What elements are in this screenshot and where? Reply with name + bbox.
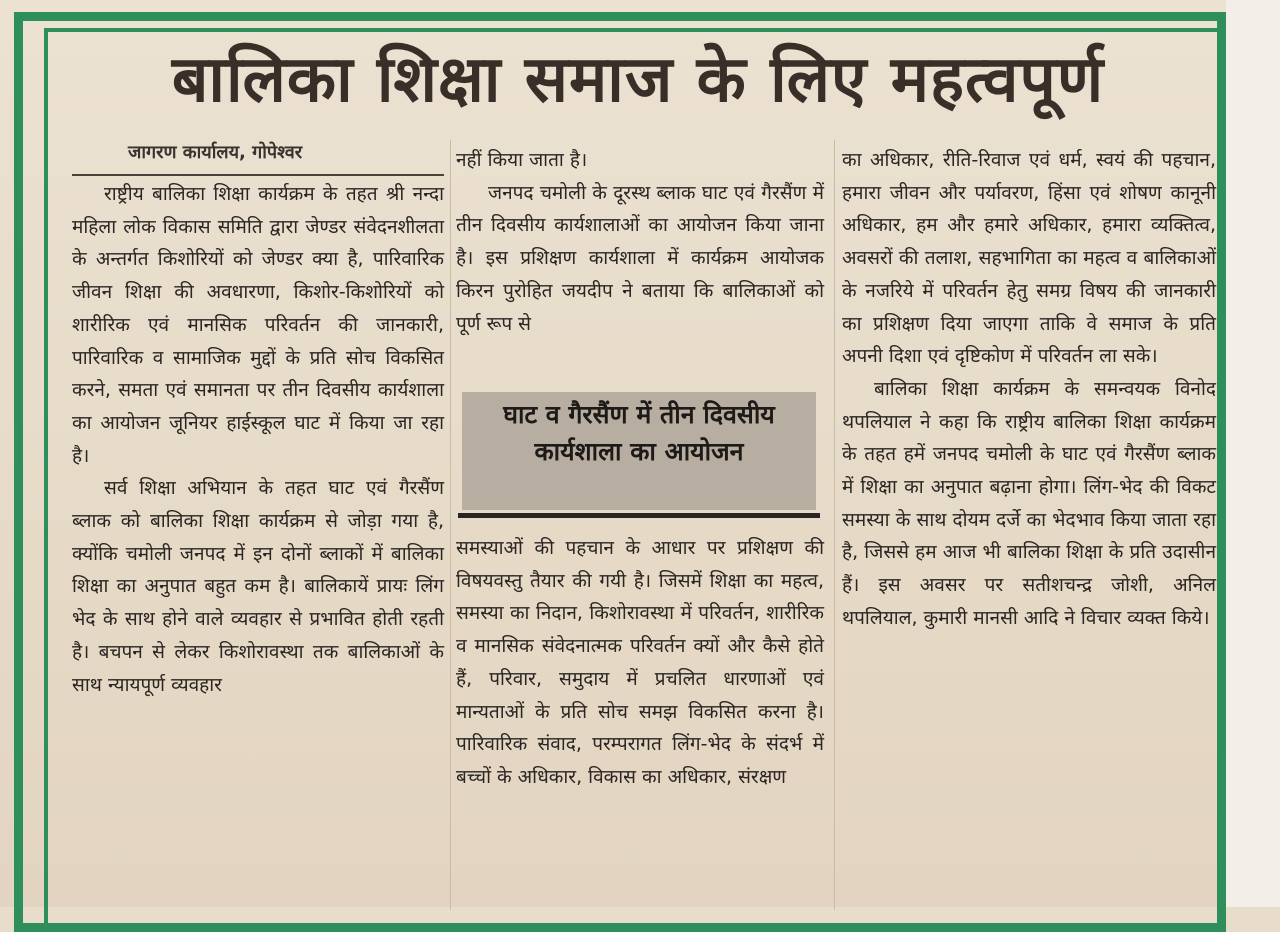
subheading-box: घाट व गैरसैंण में तीन दिवसीय कार्यशाला का आयोजन [462,392,816,510]
article-paragraph: जनपद चमोली के दूरस्थ ब्लाक घाट एवं गैरसैंण में तीन दिवसीय कार्यशालाओं का आयोजन किया जाना है। इस प्रशिक्षण कार्यशाला में कार्यक्रम आयोजक किरन पुरोहित जयदीप ने बताया कि बालिकाओं को पूर्ण रूप से [456,181,824,335]
article-column-2-top [456,144,824,340]
article-headline: बालिका शिक्षा समाज के लिए महत्वपूर्ण [171,42,1105,117]
article-column-1 [72,178,444,701]
scan-margin [1226,0,1280,907]
article-column-2-bottom [456,532,824,794]
article-paragraph: बालिका शिक्षा कार्यक्रम के समन्वयक विनोद थपलियाल ने कहा कि राष्ट्रीय बालिका शिक्षा कार्यक्रम के तहत हमें जनपद चमोली के घाट एवं गैरसैंण ब्लाक में शिक्षा का अनुपात बढ़ाना होगा। लिंग-भेद की विकट समस्या के साथ दोयम दर्जे का भेदभाव किया जाता रहा है, जिससे हम आज भी बालिका शिक्षा के प्रति उदासीन हैं। इस अवसर पर सतीशचन्द्र जोशी, अनिल थपलियाल, कुमारी मानसी आदि ने विचार व्यक्त किये। [842,377,1216,629]
column-divider [450,140,451,910]
article-paragraph: समस्याओं की पहचान के आधार पर प्रशिक्षण की विषयवस्तु तैयार की गयी है। जिसमें शिक्षा का महत्व, समस्या का निदान, किशोरावस्था में परिवर्तन, शारीरिक व मानसिक संवेदनात्मक परिवर्तन क्यों और कैसे होते हैं, परिवार, समुदाय में प्रचलित धारणाओं एवं मान्यताओं के प्रति सोच समझ विकसित करना है। पारिवारिक संवाद, परम्परागत लिंग-भेद के संदर्भ में बच्चों के अधिकार, विकास का अधिकार, संरक्षण [456,537,824,788]
article-paragraph: सर्व शिक्षा अभियान के तहत घाट एवं गैरसैंण ब्लाक को बालिका शिक्षा कार्यक्रम से जोड़ा गया है, क्योंकि चमोली जनपद में इन दोनों ब्लाकों में बालिका शिक्षा का अनुपात बहुत कम है। बालिकायें प्रायः लिंग भेद के साथ होने वाले व्यवहार से प्रभावित होती रहती है। बचपन से लेकर किशोरावस्था तक बालिकाओं के साथ न्यायपूर्ण व्यवहार [72,477,444,696]
article-paragraph: नहीं किया जाता है। [456,149,588,171]
dateline-rule [72,174,444,176]
subheading-rule [458,513,820,518]
article-column-3 [842,144,1216,635]
article-paragraph: राष्ट्रीय बालिका शिक्षा कार्यक्रम के तहत श्री नन्दा महिला लोक विकास समिति द्वारा जेण्डर संवेदनशीलता के अन्तर्गत किशोरियों को जेण्डर क्या है, पारिवारिक जीवन शिक्षा की अवधारणा, किशोर-किशोरियों को शारीरिक एवं मानसिक परिवर्तन की जानकारी, पारिवारिक व सामाजिक मुद्दों के प्रति सोच विकसित करने, समता एवं समानता पर तीन दिवसीय कार्यशाला का आयोजन जूनियर हाईस्कूल घाट में किया जा रहा है। [72,183,444,467]
article-dateline: जागरण कार्यालय, गोपेश्वर [128,142,303,163]
column-divider [834,140,835,910]
article-paragraph: का अधिकार, रीति-रिवाज एवं धर्म, स्वयं की पहचान, हमारा जीवन और पर्यावरण, हिंसा एवं शोषण कानूनी अधिकार, हम और हमारे अधिकार, हमारा व्यक्तित्व, अवसरों की तलाश, सहभागिता का महत्व व बालिकाओं के नजरिये में परिवर्तन हेतु समग्र विषय की जानकारी का प्रशिक्षण दिया जाएगा ताकि वे समाज के प्रति अपनी दिशा एवं दृष्टिकोण में परिवर्तन ला सके। [842,149,1216,368]
